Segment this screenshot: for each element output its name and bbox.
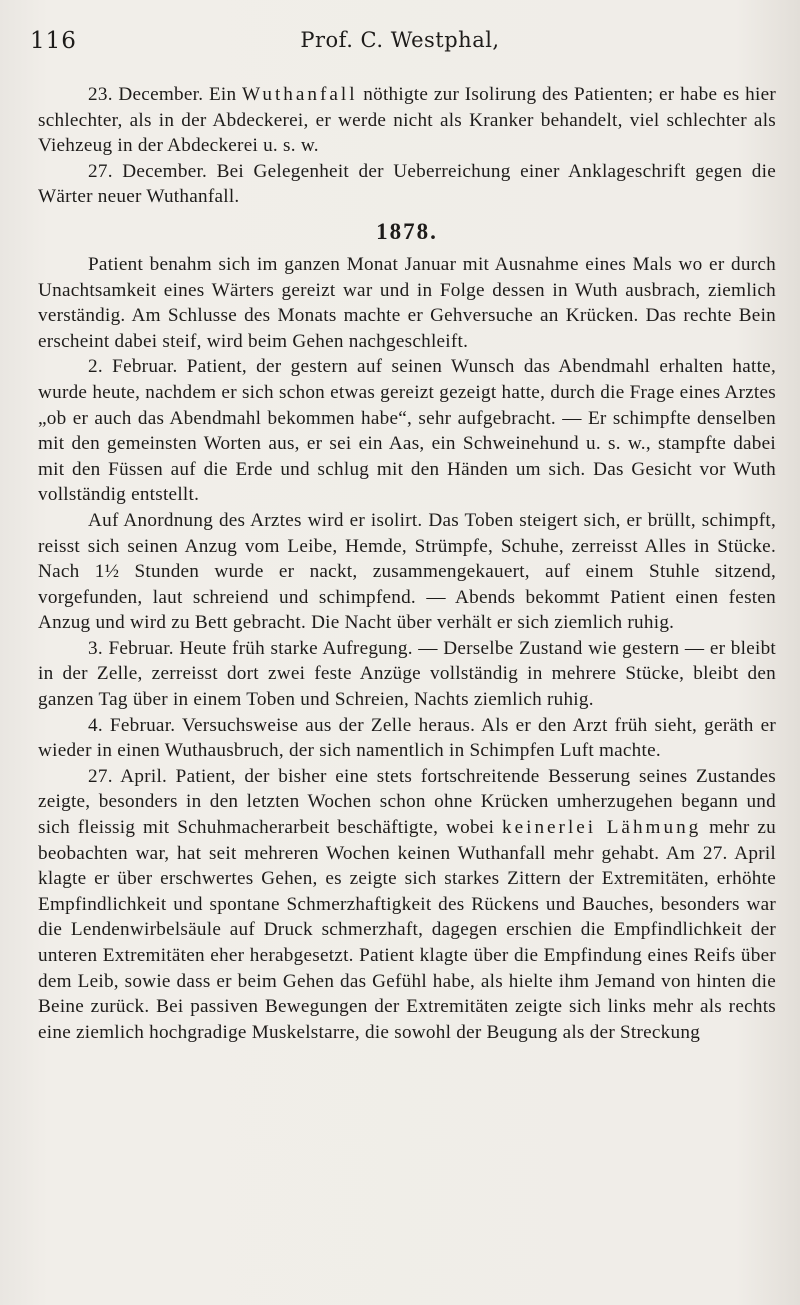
paragraph-text: 27. April. Patient, der bisher eine stets fortschreitende Besserung seines Zustandes zeigte, besonders in den letzten Wochen schon ohne Krücken umherzugehen begann und sich fleissig mit Schuhmacherarbeit beschäftigte, wobei: [38, 765, 776, 839]
paragraph-feb-2: 2. Februar. Patient, der gestern auf seinen Wunsch das Abendmahl erhalten hatte, wurde heute, nachdem er sich schon etwas gereizt gezeigt hatte, durch die Frage eines Arztes „ob er auch das Abendmahl bekommen habe“, sehr aufgebracht. — Er schimpfte denselben mit den gemeinsten Worten aus, er sei ein Aas, ein Schweinehund u. s. w., stampfte dabei mit den Füssen auf die Erde und schlug mit den Händen um sich. Das Gesicht vor Wuth vollständig entstellt.: [38, 356, 776, 506]
year-heading: 1878.: [376, 218, 438, 244]
paragraph-april-27: [38, 764, 776, 1046]
emphasized-term: keinerlei Lähmung: [502, 817, 702, 839]
paragraph-dec-27: 27. December. Bei Gelegenheit der Ueberreichung einer Anklageschrift gegen die Wärter neuer Wuthanfall.: [38, 160, 776, 208]
paragraph-feb-4: 4. Februar. Versuchsweise aus der Zelle heraus. Als er den Arzt früh sieht, geräth er wieder in einen Wuthausbruch, der sich namentlich in Schimpfen Luft machte.: [38, 714, 776, 762]
paragraph-january: Patient benahm sich im ganzen Monat Januar mit Ausnahme eines Mals wo er durch Unachtsamkeit eines Wärters gereizt war und in Folge dessen in Wuth ausbrach, ziemlich verständig. Am Schlusse des Monats machte er Gehversuche an Krücken. Das rechte Bein erscheint dabei steif, wird beim Gehen nachgeschleift.: [38, 253, 776, 352]
paragraph-feb-3: 3. Februar. Heute früh starke Aufregung. — Derselbe Zustand wie gestern — er bleibt in der Zelle, zerreisst dort zwei feste Anzüge vollständig in mehrere Stücke, bleibt den ganzen Tag über in einem Toben und Schreien, Nachts ziemlich ruhig.: [38, 637, 776, 711]
body-text: [38, 82, 776, 1045]
emphasized-term: Wuthanfall: [242, 84, 358, 105]
paragraph-text: mehr zu beobachten war, hat seit mehreren Wochen keinen Wuthanfall mehr gehabt. Am 27. April klagte er über erschwertes Gehen, es zeigte sich starkes Zittern der Extremitäten, erhöhte Empfindlichkeit und spontane Schmerzhaftigkeit des Rückens und Bauches, besonders war die Lendenwirbelsäule auf Druck schmerzhaft, dagegen erschien die Empfindlichkeit der unteren Extremitäten eher herabgesetzt. Patient klagte über die Empfindung eines Reifs über dem Leib, sowie dass er beim Gehen das Gefühl habe, als hielte ihm Jemand von hinten die Beine zurück. Bei passiven Bewegungen der Extremitäten zeigte sich links mehr als rechts eine ziemlich hochgradige Muskelstarre, die sowohl der Beugung als der Streckung: [38, 817, 776, 1043]
paragraph-dec-23: [38, 82, 776, 159]
page-number: 116: [30, 28, 77, 54]
running-head: Prof. C. Westphal,: [300, 28, 500, 52]
paragraph-isolation: Auf Anordnung des Arztes wird er isolirt. Das Toben steigert sich, er brüllt, schimpft, reisst sich seinen Anzug vom Leibe, Hemde, Strümpfe, Schuhe, zerreisst Alles in Stücke. Nach 1½ Stunden wurde er nackt, zusammengekauert, auf einem Stuhle sitzend, vorgefunden, laut schreiend und schimpfend. — Abends bekommt Patient einen festen Anzug und wird zu Bett gebracht. Die Nacht über verhält er sich ziemlich ruhig.: [38, 509, 776, 634]
paragraph-text: nöthigte zur Isolirung des Patienten; er habe es hier schlechter, als in der Abdeckerei, er werde nicht als Kranker behandelt, viel schlechter als Viehzeug in der Abdeckerei u. s. w.: [38, 84, 776, 157]
paragraph-text: 23. December. Ein: [88, 84, 243, 105]
page-header: [30, 28, 770, 64]
